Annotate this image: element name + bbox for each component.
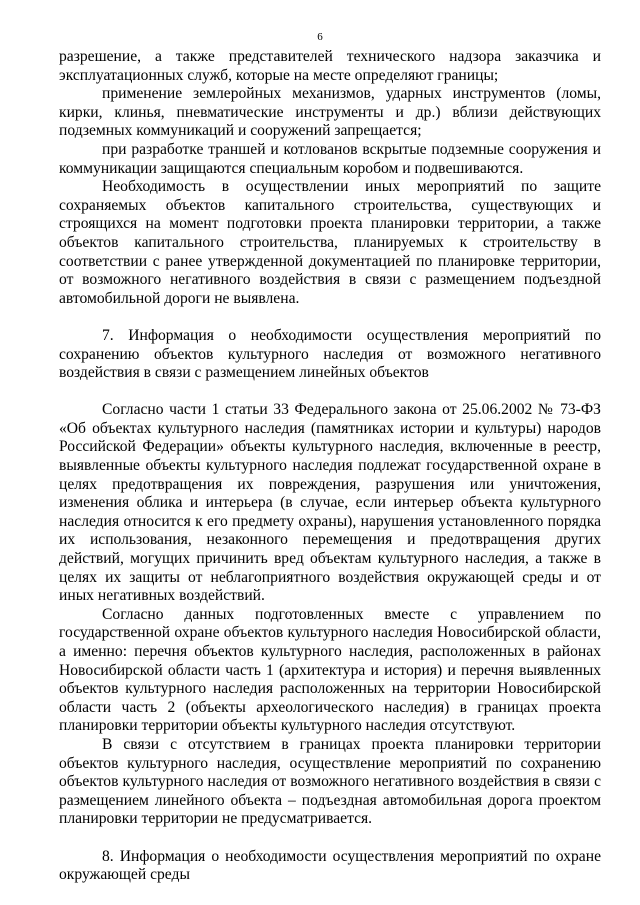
section-heading-8: 8. Информация о необходимости осуществления мероприятий по охране окружающей среды — [59, 847, 601, 884]
page-number: 6 — [317, 31, 323, 43]
paragraph-heritage-data: Согласно данных подготовленных вместе с управлением по государственной охране объектов культурного наследия Новосибирской области, а именно: перечня объектов культурного наследия, расположенных в районах Новосибирской области часть 1 (архитектура и история) и перечня выявленных объектов культурного наследия расположенных на территории Новосибирской области часть 2 (объекты археологического наследия) в границах проекта планировки территории объекты культурного наследия отсутствуют. — [59, 605, 601, 735]
paragraph-continuation: разрешение, а также представителей технического надзора заказчика и эксплуатационных служб, которые на месте определяют границы; — [59, 48, 601, 84]
paragraph-other-measures: Необходимость в осуществлении иных мероприятий по защите сохраняемых объектов капитального строительства, существующих и строящихся на момент подготовки проекта планировки территории, а также объектов капитального строительства, планируемых к строительству в соответствии с ранее утвержденной документацией по планировке территории, от возможного негативного воздействия в связи с размещением подъездной автомобильной дороги не выявлена. — [59, 178, 601, 307]
paragraph-trench-protection: при разработке траншей и котлованов вскрытые подземные сооружения и коммуникации защищаются специальным коробом и подвешиваются. — [59, 140, 601, 177]
paragraph-no-heritage-measures: В связи с отсутствием в границах проекта планировки территории объектов культурного наследия, осуществление мероприятий по сохранению объектов культурного наследия от возможного негативного воздействия в связи с размещением линейного объекта – подъездная автомобильная дорога проектом планировки территории не предусматривается. — [59, 735, 601, 828]
paragraph-federal-law: Согласно части 1 статьи 33 Федерального закона от 25.06.2002 № 73-ФЗ «Об объектах культурного наследия (памятниках истории и культуры) народов Российской Федерации» объекты культурного наследия, включенные в реестр, выявленные объекты культурного наследия подлежат государственной охране в целях предотвращения их повреждения, разрушения или уничтожения, изменения облика и интерьера (в случае, если интерьер объекта культурного наследия относится к его предмету охраны), нарушения установленного порядка их использования, незаконного перемещения и предотвращения других действий, могущих причинить вред объектам культурного наследия, а также в целях их защиты от неблагоприятного воздействия окружающей среды и от иных негативных воздействий. — [59, 401, 601, 605]
section-heading-7: 7. Информация о необходимости осуществления мероприятий по сохранению объектов культурного наследия от возможного негативного воздействия в связи с размещением линейных объектов — [59, 326, 601, 382]
paragraph-equipment-restriction: применение землеройных механизмов, ударных инструментов (ломы, кирки, клинья, пневматические инструменты и др.) вблизи действующих подземных коммуникаций и сооружений запрещается; — [59, 85, 601, 140]
document-body — [59, 48, 601, 885]
